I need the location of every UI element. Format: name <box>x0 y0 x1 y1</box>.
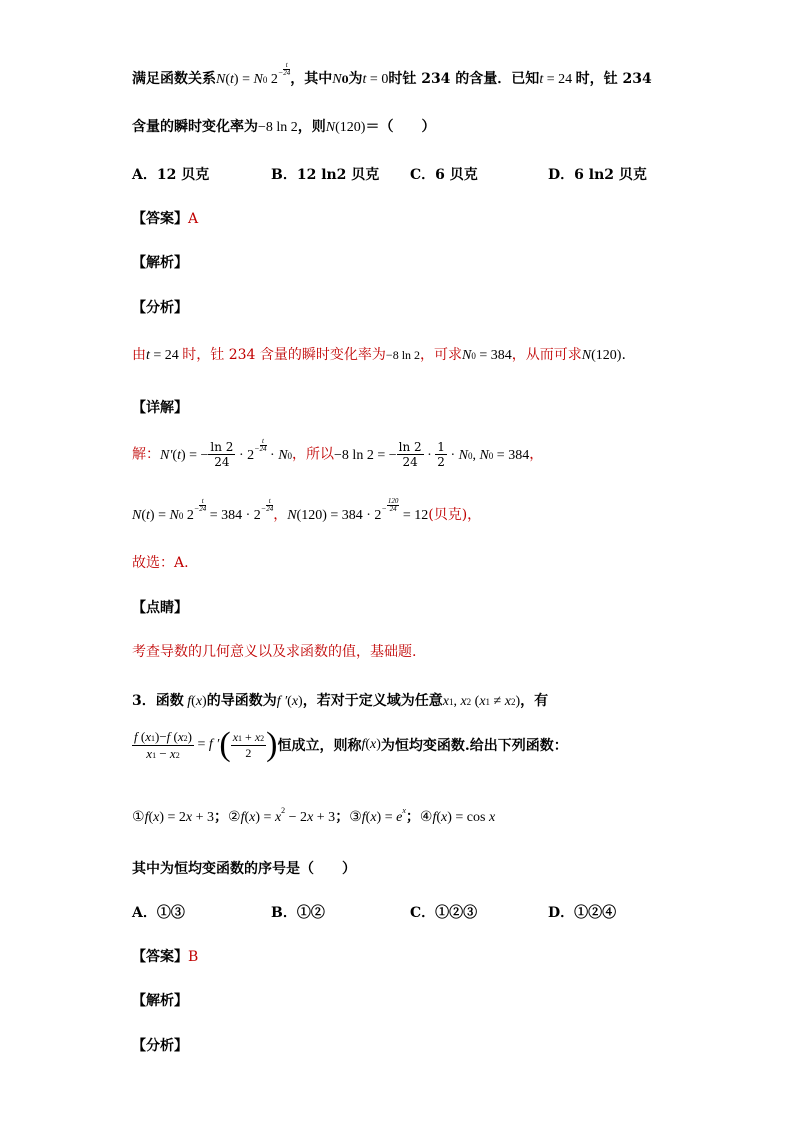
q2-option-b: B．12 ln2 贝克 <box>271 167 380 183</box>
q2-solution-1: 解：N′(t) = − $\frac{\ln 2}{24}$ · $2^{- \frac{t}{24}} \cdot N0$，所以−8 ln 2 = − $\frac{\ln 2}{24}$ · $\frac{1}{2}$ · N0, N0 = 384， <box>132 436 544 469</box>
q3-jiexi: 【解析】 <box>132 993 188 1009</box>
q2-option-a: A．12 贝克 <box>132 167 210 183</box>
q3-option-a: A．①③ <box>132 905 185 921</box>
q2-guxuan: 故选：A. <box>132 555 189 571</box>
q2-line-2: 含量的瞬时变化率为−8 ln 2，则N(120)＝（ ） <box>132 119 436 135</box>
q3-line-1: 3．函数 f(x)的导函数为f ′(x)，若对于定义域为任意x1, x2 (x1 ≠ x2)，有 <box>132 693 549 709</box>
q2-jiexi: 【解析】 <box>132 255 188 271</box>
q2-fenxi: 【分析】 <box>132 300 188 316</box>
q2-dianjing-text: 考查导数的几何意义以及求函数的值，基础题. <box>132 644 417 660</box>
divided-difference-formula: $\frac{f (x1)-f (x2)}{x1 - x2}$ <box>134 728 193 761</box>
q3-line-2: $\frac{f (x1)-f (x2)}{x1 - x2}$ = f ′( $\frac{x1 + x2}{2}$ )恒成立，则称f(x)为恒均变函数.给出下列函数： <box>134 726 568 763</box>
q3-fenxi: 【分析】 <box>132 1038 188 1054</box>
formula-N120: N <box>325 120 336 135</box>
q3-option-b: B．①② <box>271 905 325 921</box>
q3-answer: 【答案】B <box>132 949 199 965</box>
q2-fenxi-text: 由t = 24 时，钍 234 含量的瞬时变化率为−8 ln 2，可求N0 = 384，从而可求N(120). <box>132 347 626 363</box>
q2-solution-2: N(t) = N0 $2^{- \frac{t}{24}} = 384 \cdot 2^{- \frac{t}{24}}$，$N(120) = 384 \cdot 2^{- \frac{120}{24}} = 12$(贝克)， <box>132 497 482 523</box>
rate-formula: −8 ln 2 <box>258 120 298 135</box>
q3-option-c: C．①②③ <box>410 905 478 921</box>
q2-text: 满足函数关系 <box>132 71 216 87</box>
q2-option-d: D．6 ln2 贝克 <box>548 167 647 183</box>
q2-dianjing: 【点睛】 <box>132 600 188 616</box>
q2-line-1: 满足函数关系N(t) = N0 $2^{- \frac{t}{24}}$，其中N0为t = 0时钍 234 的含量．已知t = 24 时，钍 234 <box>132 61 652 87</box>
q2-answer: 【答案】A <box>132 211 199 227</box>
q2-xiangjie: 【详解】 <box>132 400 188 416</box>
q3-functions: ①f(x) = 2x + 3；②f(x) = $x^2 - 2x + 3$；③f(x) = $e^x$；④f(x) = cos x <box>132 806 496 825</box>
formula-Nt: N <box>216 72 226 87</box>
q3-option-d: D．①②④ <box>548 905 617 921</box>
q2-option-c: C．6 贝克 <box>410 167 478 183</box>
q3-question: 其中为恒均变函数的序号是（ ） <box>132 861 356 877</box>
